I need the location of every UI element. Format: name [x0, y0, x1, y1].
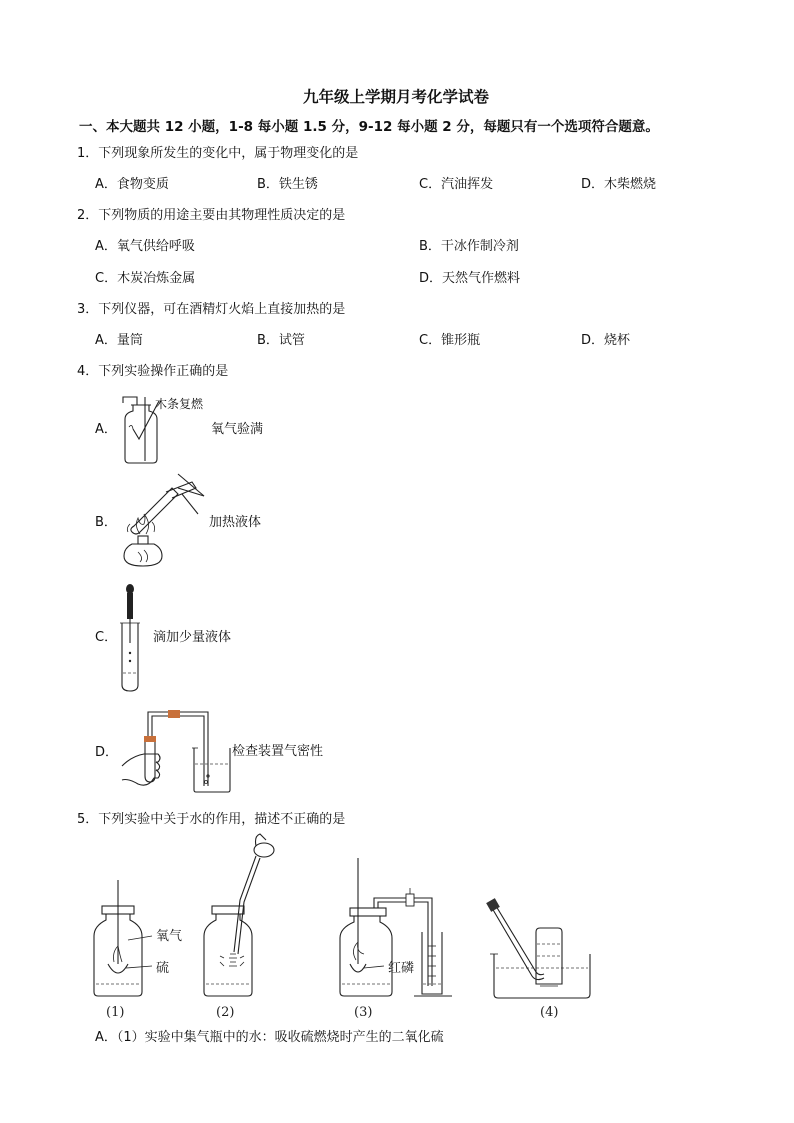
section-heading: 一、本大题共 12 小题，1-8 每小题 1.5 分，9-12 每小题 2 分，每题只有一个选项符合题意。 [79, 119, 659, 135]
experiment-2-iron-wire [204, 834, 274, 1020]
water-role-experiments-figure [88, 836, 598, 1022]
q1-stem: 1．下列现象所发生的变化中，属于物理变化的是 [77, 146, 359, 161]
q5-stem: 5．下列实验中关于水的作用，描述不正确的是 [77, 812, 346, 827]
q5-option-a: A．（1）实验中集气瓶中的水：吸收硫燃烧时产生的二氧化硫 [95, 1030, 444, 1045]
q1-option-d: D．木柴燃烧 [581, 177, 657, 192]
q4-option-d-letter: D． [95, 745, 119, 760]
q2-option-b: B．干冰作制冷剂 [419, 239, 519, 254]
page-title: 九年级上学期月考化学试卷 [303, 88, 490, 106]
q1-option-c: C．汽油挥发 [419, 177, 494, 192]
q3-option-b: B．试管 [257, 333, 305, 348]
q4-option-c-text: 滴加少量液体 [153, 630, 232, 645]
heating-liquid-figure [118, 474, 213, 572]
q3-stem: 3．下列仪器，可在酒精灯火焰上直接加热的是 [77, 302, 346, 317]
q4-option-d-text: 检查装置气密性 [232, 744, 324, 759]
airtightness-check-figure [118, 706, 238, 796]
experiment-4-gas-collection [486, 898, 590, 1020]
q4-a-figure-label: 木条复燃 [155, 397, 204, 411]
q3-option-a: A．量筒 [95, 333, 143, 348]
label-experiment-4: (4) [540, 1005, 559, 1020]
experiment-3-red-phosphorus [340, 858, 452, 1020]
q4-option-b-letter: B． [95, 515, 117, 530]
dropper-figure [118, 583, 144, 693]
q4-stem: 4．下列实验操作正确的是 [77, 364, 229, 379]
q4-option-a-text: 氧气验满 [211, 422, 264, 437]
q4-option-c-letter: C． [95, 630, 118, 645]
label-experiment-3: (3) [354, 1005, 373, 1020]
label-experiment-2: (2) [216, 1005, 235, 1020]
q2-option-a: A．氧气供给呼吸 [95, 239, 195, 254]
q1-option-a: A．食物变质 [95, 177, 169, 192]
label-sulfur: 硫 [156, 961, 170, 976]
q2-option-d: D．天然气作燃料 [419, 271, 521, 286]
q2-stem: 2．下列物质的用途主要由其物理性质决定的是 [77, 208, 346, 223]
label-experiment-1: (1) [106, 1005, 125, 1020]
q4-option-a-letter: A． [95, 422, 117, 437]
q3-option-c: C．锥形瓶 [419, 333, 481, 348]
q1-option-b: B．铁生锈 [257, 177, 318, 192]
q2-option-c: C．木炭冶炼金属 [95, 271, 196, 286]
q4-option-b-text: 加热液体 [209, 515, 262, 530]
experiment-1-sulfur [94, 880, 182, 1020]
q3-option-d: D．烧杯 [581, 333, 631, 348]
label-red-phosphorus: 红磷 [388, 961, 415, 976]
label-oxygen: 氧气 [156, 929, 183, 944]
